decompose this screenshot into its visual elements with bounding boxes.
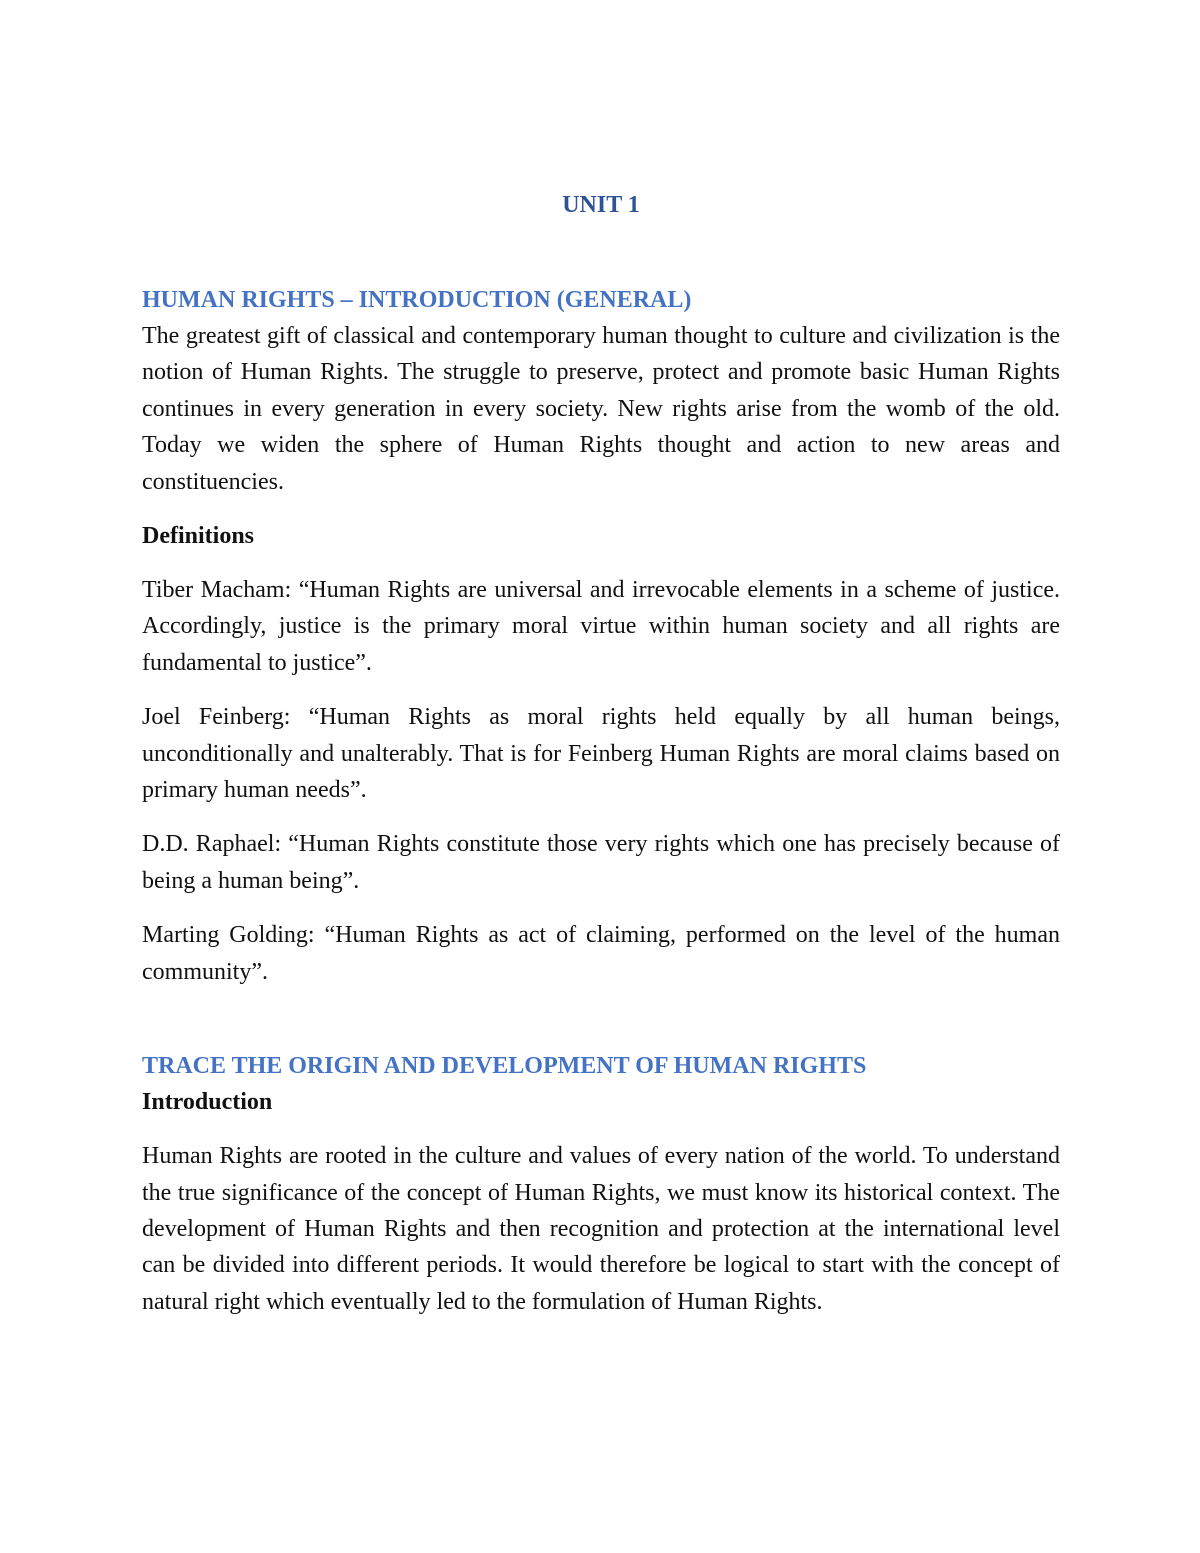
section-heading-introduction: HUMAN RIGHTS – INTRODUCTION (GENERAL)	[142, 287, 692, 313]
definition-raphael: D.D. Raphael: “Human Rights constitute those very rights which one has precisely because of being a human being”.	[142, 831, 1060, 894]
definition-feinberg: Joel Feinberg: “Human Rights as moral rights held equally by all human beings, unconditionally and unalterably. That is for Feinberg Human Rights are moral claims based on primary human needs”.	[142, 704, 1060, 804]
introduction-subheading: Introduction	[142, 1089, 273, 1116]
section-heading-origin: TRACE THE ORIGIN AND DEVELOPMENT OF HUMAN RIGHTS	[142, 1053, 867, 1080]
unit-title: UNIT 1	[562, 192, 640, 218]
definition-golding: Marting Golding: “Human Rights as act of claiming, performed on the level of the human community”.	[142, 922, 1060, 985]
origin-paragraph: Human Rights are rooted in the culture and values of every nation of the world. To understand the true significance of the concept of Human Rights, we must know its historical context. The development of Human Rights and then recognition and protection at the international level can be divided into different periods. It would therefore be logical to start with the concept of natural right which eventually led to the formulation of Human Rights.	[142, 1143, 1060, 1315]
introduction-paragraph: The greatest gift of classical and contemporary human thought to culture and civilization is the notion of Human Rights. The struggle to preserve, protect and promote basic Human Rights continues in every generation in every society. New rights arise from the womb of the old. Today we widen the sphere of Human Rights thought and action to new areas and constituencies.	[142, 323, 1060, 495]
section-spacer	[142, 990, 1060, 1048]
definitions-heading: Definitions	[142, 523, 255, 550]
definition-macham: Tiber Macham: “Human Rights are universal and irrevocable elements in a scheme of justice. Accordingly, justice is the primary moral virtue within human society and all rights are fundamental to justice”.	[142, 577, 1060, 676]
document-page	[142, 188, 1060, 1320]
